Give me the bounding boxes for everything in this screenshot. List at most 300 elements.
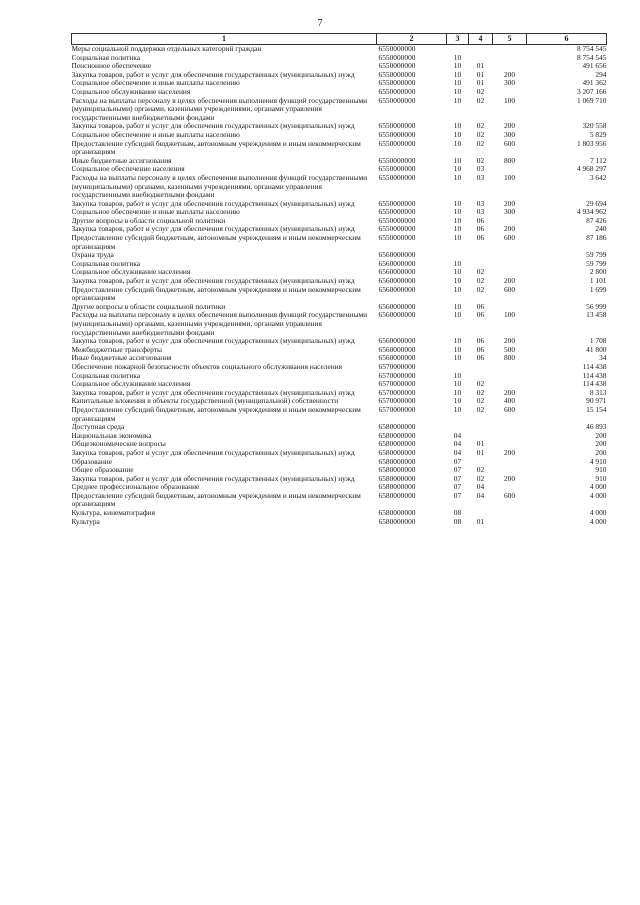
- target-code: 6550000000: [378, 122, 416, 131]
- target-code: 6550000000: [378, 199, 416, 208]
- subsection-code: 01: [476, 448, 485, 457]
- header-row: [72, 34, 607, 45]
- row-name: Культура: [71, 517, 100, 526]
- expense-type-code: [493, 303, 527, 312]
- table-row: [72, 268, 607, 277]
- table-body: [72, 45, 607, 527]
- section-code: 10: [453, 87, 462, 96]
- target-code: 6580000000: [378, 448, 416, 457]
- row-name: Закупка товаров, работ и услуг для обеспечения государственных (муниципальных) нужд: [71, 70, 355, 79]
- section-code: 10: [453, 397, 462, 406]
- expense-type-code: [493, 440, 527, 449]
- table-row: [72, 458, 607, 467]
- expense-type-code: 800: [503, 354, 516, 363]
- section-code: 10: [453, 302, 462, 311]
- target-code: 6550000000: [378, 96, 416, 105]
- amount: 59 799: [586, 259, 607, 268]
- amount: 34: [599, 354, 607, 363]
- table-row: [72, 79, 607, 88]
- section-code: 10: [453, 62, 462, 71]
- target-code: 6570000000: [378, 397, 416, 406]
- table-header: [72, 34, 607, 45]
- section-code: 10: [453, 285, 462, 294]
- section-code: 04: [453, 448, 462, 457]
- amount: 2 800: [589, 268, 607, 277]
- section-code: 04: [453, 440, 462, 449]
- row-name: Расходы на выплаты персоналу в целях обеспечения выполнения функций государственными (муниципальными) органами, казенными учреждениями, органами управления государственными внебюджетными фондами: [71, 173, 368, 200]
- table-row: [72, 97, 607, 123]
- section-code: 10: [453, 311, 462, 320]
- subsection-code: 02: [476, 87, 485, 96]
- expense-type-code: 200: [503, 277, 516, 286]
- table-row: [72, 311, 607, 337]
- row-name: Социальное обеспечение и иные выплаты населению: [71, 208, 240, 217]
- section-code: 10: [453, 337, 462, 346]
- target-code: 6560000000: [378, 302, 416, 311]
- target-code: 6580000000: [378, 509, 416, 518]
- expense-type-code: [493, 483, 527, 492]
- amount: 114 438: [582, 371, 607, 380]
- subsection-code: [469, 509, 493, 518]
- expense-type-code: 200: [503, 474, 516, 483]
- amount: 4 910: [589, 457, 607, 466]
- expense-type-code: 200: [503, 70, 516, 79]
- amount: 87 186: [586, 234, 607, 243]
- section-code: 07: [453, 474, 462, 483]
- target-code: 6550000000: [378, 87, 416, 96]
- expense-type-code: [493, 372, 527, 381]
- expense-type-code: 200: [503, 225, 516, 234]
- amount: 8 754 545: [576, 44, 607, 53]
- row-name: Доступная среда: [71, 423, 125, 432]
- expense-type-code: 500: [503, 345, 516, 354]
- row-name: Общеэкономические вопросы: [71, 440, 166, 449]
- amount: 4 968 297: [576, 165, 607, 174]
- row-name: Расходы на выплаты персоналу в целях обеспечения выполнения функций государственными (муниципальными) органами, казенными учреждениями, органами управления государственными внебюджетными фондами: [71, 96, 368, 122]
- amount: 200: [595, 431, 607, 440]
- target-code: 6560000000: [378, 345, 416, 354]
- amount: 240: [595, 225, 607, 234]
- table-row: [72, 217, 607, 226]
- section-code: 10: [453, 122, 462, 131]
- row-name: Предоставление субсидий бюджетным, автономным учреждениям и иным некоммерческим организациям: [71, 139, 361, 157]
- section-code: 10: [453, 96, 462, 105]
- table-row: [72, 518, 607, 527]
- target-code: 6550000000: [378, 165, 416, 174]
- subsection-code: 02: [476, 466, 485, 475]
- header-col-1: 1: [72, 34, 377, 45]
- subsection-code: 06: [476, 225, 485, 234]
- subsection-code: 06: [476, 302, 485, 311]
- table-row: [72, 492, 607, 509]
- subsection-code: 06: [476, 216, 485, 225]
- expense-type-code: 200: [503, 122, 516, 131]
- target-code: 6580000000: [378, 431, 416, 440]
- amount: 8 313: [589, 388, 607, 397]
- expense-type-code: 600: [503, 491, 516, 500]
- amount: 114 438: [582, 362, 607, 371]
- target-code: 6570000000: [378, 362, 416, 371]
- row-name: Социальное обеспечение населения: [71, 165, 185, 174]
- expense-type-code: [493, 88, 527, 97]
- target-code: 6550000000: [378, 234, 416, 243]
- table-row: [72, 346, 607, 355]
- amount: 910: [595, 474, 607, 483]
- table-row: [72, 260, 607, 269]
- subsection-code: 03: [476, 199, 485, 208]
- expense-type-code: [493, 423, 527, 432]
- subsection-code: 04: [476, 491, 485, 500]
- table-row: [72, 45, 607, 54]
- row-name: Обеспечение пожарной безопасности объектов социального обслуживания населения: [71, 362, 343, 371]
- section-code: 10: [453, 130, 462, 139]
- row-name: Социальная политика: [71, 53, 141, 62]
- table-row: [72, 71, 607, 80]
- section-code: 10: [453, 199, 462, 208]
- target-code: 6550000000: [378, 156, 416, 165]
- expense-type-code: [493, 62, 527, 71]
- section-code: 07: [453, 483, 462, 492]
- target-code: 6580000000: [378, 491, 416, 500]
- amount: 3 207 166: [576, 87, 607, 96]
- header-col-6: 6: [527, 34, 607, 45]
- target-code: 6550000000: [378, 208, 416, 217]
- subsection-code: 02: [476, 96, 485, 105]
- section-code: 07: [453, 466, 462, 475]
- section-code: [447, 423, 469, 432]
- target-code: 6560000000: [378, 337, 416, 346]
- amount: 200: [595, 440, 607, 449]
- target-code: 6580000000: [378, 440, 416, 449]
- amount: 1 069 710: [576, 96, 607, 105]
- table-row: [72, 54, 607, 63]
- table-row: [72, 440, 607, 449]
- expense-type-code: [493, 458, 527, 467]
- budget-table: [71, 33, 607, 526]
- subsection-code: 02: [476, 139, 485, 148]
- amount: 1 708: [589, 337, 607, 346]
- target-code: 6550000000: [378, 173, 416, 182]
- subsection-code: [469, 260, 493, 269]
- subsection-code: [469, 372, 493, 381]
- expense-type-code: [493, 217, 527, 226]
- table-row: [72, 200, 607, 209]
- amount: 90 971: [586, 397, 607, 406]
- table-row: [72, 432, 607, 441]
- subsection-code: 02: [476, 380, 485, 389]
- subsection-code: 04: [476, 483, 485, 492]
- target-code: 6550000000: [378, 53, 416, 62]
- row-name: Социальное обеспечение и иные выплаты населению: [71, 79, 240, 88]
- expense-type-code: 600: [503, 405, 516, 414]
- amount: 8 754 545: [576, 53, 607, 62]
- header-col-3: 3: [447, 34, 469, 45]
- section-code: 10: [453, 79, 462, 88]
- subsection-code: 01: [476, 440, 485, 449]
- subsection-code: 01: [476, 62, 485, 71]
- amount: 59 799: [586, 251, 607, 260]
- expense-type-code: 300: [503, 130, 516, 139]
- target-code: 6550000000: [378, 225, 416, 234]
- section-code: 07: [453, 457, 462, 466]
- row-name: Социальная политика: [71, 259, 141, 268]
- amount: 491 362: [582, 79, 607, 88]
- table-row: [72, 354, 607, 363]
- row-name: Социальное обслуживание населения: [71, 87, 191, 96]
- target-code: 6580000000: [378, 466, 416, 475]
- table-row: [72, 234, 607, 251]
- row-name: Социальное обслуживание населения: [71, 380, 191, 389]
- expense-type-code: [493, 363, 527, 372]
- subsection-code: 01: [476, 70, 485, 79]
- section-code: 10: [453, 388, 462, 397]
- table-row: [72, 174, 607, 200]
- row-name: Расходы на выплаты персоналу в целях обеспечения выполнения функций государственными (муниципальными) органами, казенными учреждениями, органами управления государственными внебюджетными фондами: [71, 311, 368, 337]
- table-row: [72, 286, 607, 303]
- section-code: 10: [453, 345, 462, 354]
- header-col-5: 5: [493, 34, 527, 45]
- subsection-code: 03: [476, 173, 485, 182]
- section-code: 10: [453, 53, 462, 62]
- amount: 200: [595, 448, 607, 457]
- amount: 114 438: [582, 380, 607, 389]
- expense-type-code: 200: [503, 448, 516, 457]
- section-code: 10: [453, 208, 462, 217]
- expense-type-code: 100: [503, 311, 516, 320]
- row-name: Пенсионное обеспечение: [71, 62, 152, 71]
- amount: 3 642: [589, 173, 607, 182]
- subsection-code: [469, 251, 493, 260]
- row-name: Иные бюджетные ассигнования: [71, 156, 172, 165]
- section-code: 10: [453, 165, 462, 174]
- target-code: 6580000000: [378, 457, 416, 466]
- section-code: [447, 363, 469, 372]
- table-row: [72, 122, 607, 131]
- table-row: [72, 165, 607, 174]
- table-row: [72, 466, 607, 475]
- section-code: 07: [453, 491, 462, 500]
- expense-type-code: 200: [503, 337, 516, 346]
- expense-type-code: 300: [503, 79, 516, 88]
- row-name: Социальное обеспечение и иные выплаты населению: [71, 130, 240, 139]
- target-code: 6580000000: [378, 474, 416, 483]
- expense-type-code: [493, 466, 527, 475]
- target-code: 6580000000: [378, 423, 416, 432]
- row-name: Другие вопросы в области социальной политики: [71, 302, 226, 311]
- amount: 4 000: [589, 517, 607, 526]
- target-code: 6550000000: [378, 139, 416, 148]
- row-name: Среднее профессиональное образование: [71, 483, 200, 492]
- amount: 4 000: [589, 483, 607, 492]
- row-name: Предоставление субсидий бюджетным, автономным учреждениям и иным некоммерческим организациям: [71, 405, 361, 423]
- subsection-code: 01: [476, 517, 485, 526]
- expense-type-code: [493, 518, 527, 527]
- expense-type-code: 600: [503, 234, 516, 243]
- expense-type-code: 600: [503, 139, 516, 148]
- expense-type-code: [493, 54, 527, 63]
- amount: 41 800: [586, 345, 607, 354]
- expense-type-code: 100: [503, 96, 516, 105]
- table-row: [72, 372, 607, 381]
- target-code: 6550000000: [378, 216, 416, 225]
- page-number: 7: [317, 18, 323, 29]
- table-row: [72, 483, 607, 492]
- subsection-code: 06: [476, 345, 485, 354]
- row-name: Общее образование: [71, 466, 134, 475]
- row-name: Социальное обслуживание населения: [71, 268, 191, 277]
- amount: 294: [595, 70, 607, 79]
- row-name: Меры социальной поддержки отдельных категорий граждан: [71, 44, 262, 53]
- expense-type-code: [493, 251, 527, 260]
- table-row: [72, 157, 607, 166]
- section-code: 10: [453, 225, 462, 234]
- subsection-code: 06: [476, 234, 485, 243]
- row-name: Закупка товаров, работ и услуг для обеспечения государственных (муниципальных) нужд: [71, 448, 355, 457]
- expense-type-code: 300: [503, 208, 516, 217]
- table-row: [72, 131, 607, 140]
- row-name: Предоставление субсидий бюджетным, автономным учреждениям и иным некоммерческим организациям: [71, 234, 361, 251]
- row-name: Закупка товаров, работ и услуг для обеспечения государственных (муниципальных) нужд: [71, 225, 355, 234]
- row-name: Закупка товаров, работ и услуг для обеспечения государственных (муниципальных) нужд: [71, 277, 355, 286]
- subsection-code: 02: [476, 397, 485, 406]
- amount: 1 803 956: [576, 139, 607, 148]
- target-code: 6580000000: [378, 483, 416, 492]
- table-row: [72, 397, 607, 406]
- subsection-code: 06: [476, 354, 485, 363]
- subsection-code: [469, 458, 493, 467]
- expense-type-code: 200: [503, 388, 516, 397]
- expense-type-code: 200: [503, 199, 516, 208]
- target-code: 6560000000: [378, 259, 416, 268]
- target-code: 6550000000: [378, 62, 416, 71]
- amount: 15 154: [586, 405, 607, 414]
- amount: 13 458: [586, 311, 607, 320]
- expense-type-code: [493, 268, 527, 277]
- target-code: 6560000000: [378, 354, 416, 363]
- section-code: [447, 251, 469, 260]
- table-row: [72, 389, 607, 398]
- expense-type-code: 600: [503, 285, 516, 294]
- amount: 4 000: [589, 491, 607, 500]
- target-code: 6560000000: [378, 311, 416, 320]
- table-row: [72, 380, 607, 389]
- table-row: [72, 509, 607, 518]
- subsection-code: 02: [476, 285, 485, 294]
- amount: 4 000: [589, 509, 607, 518]
- section-code: 10: [453, 371, 462, 380]
- table-row: [72, 62, 607, 71]
- row-name: Другие вопросы в области социальной политики: [71, 216, 226, 225]
- table-row: [72, 475, 607, 484]
- subsection-code: 02: [476, 474, 485, 483]
- row-name: Образование: [71, 457, 113, 466]
- target-code: 6570000000: [378, 380, 416, 389]
- target-code: 6550000000: [378, 130, 416, 139]
- table-row: [72, 363, 607, 372]
- section-code: [447, 45, 469, 54]
- section-code: 10: [453, 156, 462, 165]
- expense-type-code: [493, 432, 527, 441]
- subsection-code: 02: [476, 156, 485, 165]
- target-code: 6580000000: [378, 517, 416, 526]
- expense-type-code: 100: [503, 173, 516, 182]
- subsection-code: 03: [476, 165, 485, 174]
- section-code: 10: [453, 405, 462, 414]
- target-code: 6570000000: [378, 371, 416, 380]
- target-code: 6550000000: [378, 79, 416, 88]
- subsection-code: 03: [476, 208, 485, 217]
- subsection-code: 01: [476, 79, 485, 88]
- row-name: Межбюджетные трансферты: [71, 345, 162, 354]
- table-row: [72, 337, 607, 346]
- row-name: Закупка товаров, работ и услуг для обеспечения государственных (муниципальных) нужд: [71, 337, 355, 346]
- amount: 320 558: [582, 122, 607, 131]
- subsection-code: 02: [476, 277, 485, 286]
- target-code: 6570000000: [378, 388, 416, 397]
- target-code: 6550000000: [378, 70, 416, 79]
- amount: 7 112: [590, 156, 607, 165]
- amount: 56 999: [586, 302, 607, 311]
- target-code: 6560000000: [378, 285, 416, 294]
- expense-type-code: [493, 260, 527, 269]
- subsection-code: [469, 54, 493, 63]
- expense-type-code: [493, 165, 527, 174]
- table-row: [72, 225, 607, 234]
- amount: 5 829: [589, 130, 607, 139]
- subsection-code: [469, 363, 493, 372]
- table-row: [72, 423, 607, 432]
- subsection-code: 06: [476, 311, 485, 320]
- row-name: Предоставление субсидий бюджетным, автономным учреждениям и иным некоммерческим организациям: [71, 491, 361, 509]
- section-code: 10: [453, 277, 462, 286]
- table-row: [72, 88, 607, 97]
- section-code: 08: [453, 517, 462, 526]
- section-code: 10: [453, 139, 462, 148]
- table-row: [72, 251, 607, 260]
- amount: 491 656: [582, 62, 607, 71]
- header-col-2: 2: [377, 34, 447, 45]
- section-code: 10: [453, 380, 462, 389]
- target-code: 6550000000: [378, 44, 416, 53]
- row-name: Капитальные вложения в объекты государственной (муниципальной) собственности: [71, 397, 339, 406]
- target-code: 6560000000: [378, 277, 416, 286]
- target-code: 6560000000: [378, 251, 416, 260]
- subsection-code: 02: [476, 388, 485, 397]
- subsection-code: 02: [476, 405, 485, 414]
- row-name: Культура, кинематография: [71, 509, 155, 518]
- section-code: 10: [453, 173, 462, 182]
- section-code: 04: [453, 431, 462, 440]
- table-row: [72, 406, 607, 423]
- row-name: Закупка товаров, работ и услуг для обеспечения государственных (муниципальных) нужд: [71, 199, 355, 208]
- subsection-code: 02: [476, 122, 485, 131]
- row-name: Закупка товаров, работ и услуг для обеспечения государственных (муниципальных) нужд: [71, 474, 355, 483]
- expense-type-code: [493, 509, 527, 518]
- amount: 87 426: [586, 216, 607, 225]
- subsection-code: 06: [476, 337, 485, 346]
- row-name: Иные бюджетные ассигнования: [71, 354, 172, 363]
- subsection-code: [469, 45, 493, 54]
- expense-type-code: [493, 45, 527, 54]
- row-name: Закупка товаров, работ и услуг для обеспечения государственных (муниципальных) нужд: [71, 388, 355, 397]
- expense-type-code: 800: [503, 156, 516, 165]
- target-code: 6560000000: [378, 268, 416, 277]
- target-code: 6570000000: [378, 405, 416, 414]
- row-name: Социальная политика: [71, 371, 141, 380]
- row-name: Закупка товаров, работ и услуг для обеспечения государственных (муниципальных) нужд: [71, 122, 355, 131]
- table-row: [72, 303, 607, 312]
- section-code: 10: [453, 268, 462, 277]
